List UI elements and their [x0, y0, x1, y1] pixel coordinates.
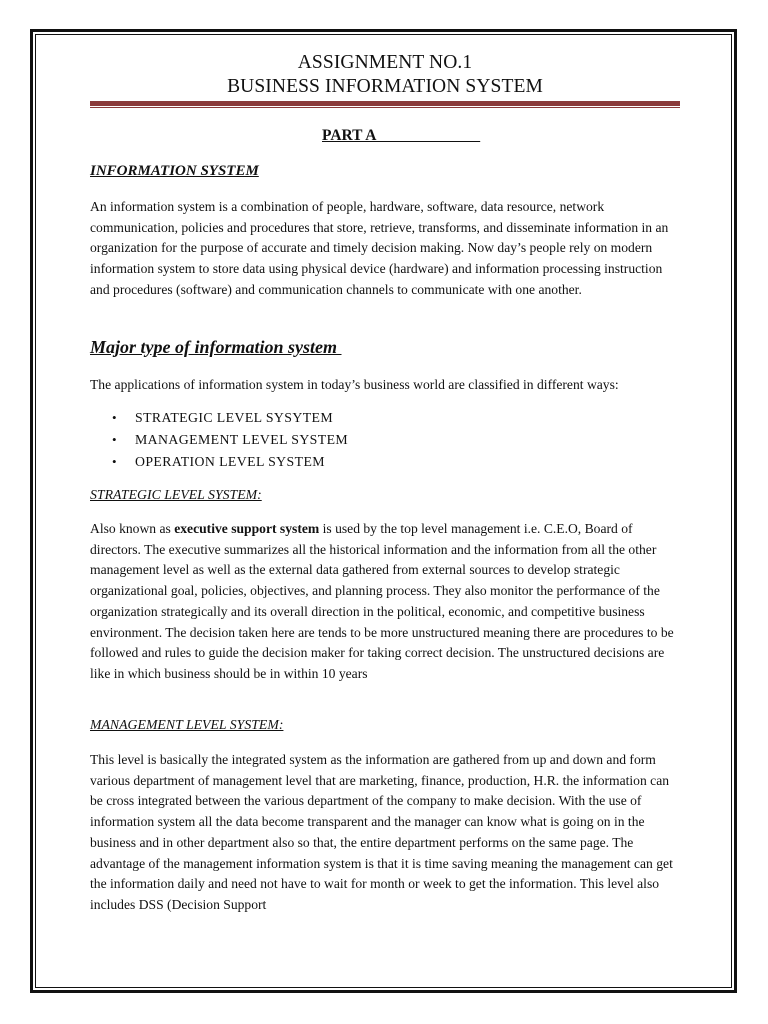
section-heading-information-system: INFORMATION SYSTEM [90, 163, 259, 179]
section-heading-management: MANAGEMENT LEVEL SYSTEM: [90, 717, 284, 732]
strategic-text-pre: Also known as [90, 521, 175, 536]
title-divider-thin [90, 107, 680, 108]
list-item: • OPERATION LEVEL SYSTEM [90, 451, 348, 473]
types-list [90, 407, 348, 473]
list-item: • STRATEGIC LEVEL SYSYTEM [90, 407, 348, 429]
section-heading-major-types: Major type of information system [90, 337, 342, 357]
paragraph-strategic [90, 519, 680, 685]
assignment-title: ASSIGNMENT NO.1 [297, 52, 473, 73]
title-divider [90, 101, 680, 106]
section-heading-strategic: STRATEGIC LEVEL SYSTEM: [90, 487, 262, 502]
part-label: PART A [322, 127, 481, 144]
paragraph-types-intro: The applications of information system in today’s business world are classified in different ways: [90, 377, 619, 392]
course-title: BUSINESS INFORMATION SYSTEM [227, 76, 543, 97]
paragraph-information-system: An information system is a combination of people, hardware, software, data resource, network communication, policies and procedures that store, retrieve, transforms, and disseminate information in an organization for the purpose of accurate and timely decision making. Now day’s people rely on modern information system to store data using physical device (hardware) and information processing instruction and procedures (software) and communication channels to communicate with one another. [90, 199, 669, 297]
strategic-text-bold: executive support system [174, 521, 320, 536]
paragraph-management: This level is basically the integrated system as the information are gathered from up and down and form various department of management level that are marketing, finance, production, H.R. the information can be cross integrated between the various department of the company to make decision. With the use of information system all the data become transparent and the manager can know what is going on in the business and in other department also so that, the entire department performs on the same page. The advantage of the management information system is that it is time saving meaning the management can get the information daily and need not have to wait for month or week to get the information. This level also includes DSS (Decision Support [90, 752, 673, 912]
list-item: • MANAGEMENT LEVEL SYSTEM [90, 429, 348, 451]
strategic-text-post: is used by the top level management i.e. C.E.O, Board of directors. The executive summarizes all the historical information and the information from all the other management level as well as the external data gathered from external sources to develop strategic organizational goal, policies, objectives, and planning process. They also monitor the performance of the organization strategically and its overall direction in the political, economic, and competitive business environment. The decision taken here are tends to be more unstructured meaning there are procedures to be followed and rules to guide the decision maker for taking correct decision. The unstructured decisions are like in which business should be in within 10 years [90, 521, 674, 681]
